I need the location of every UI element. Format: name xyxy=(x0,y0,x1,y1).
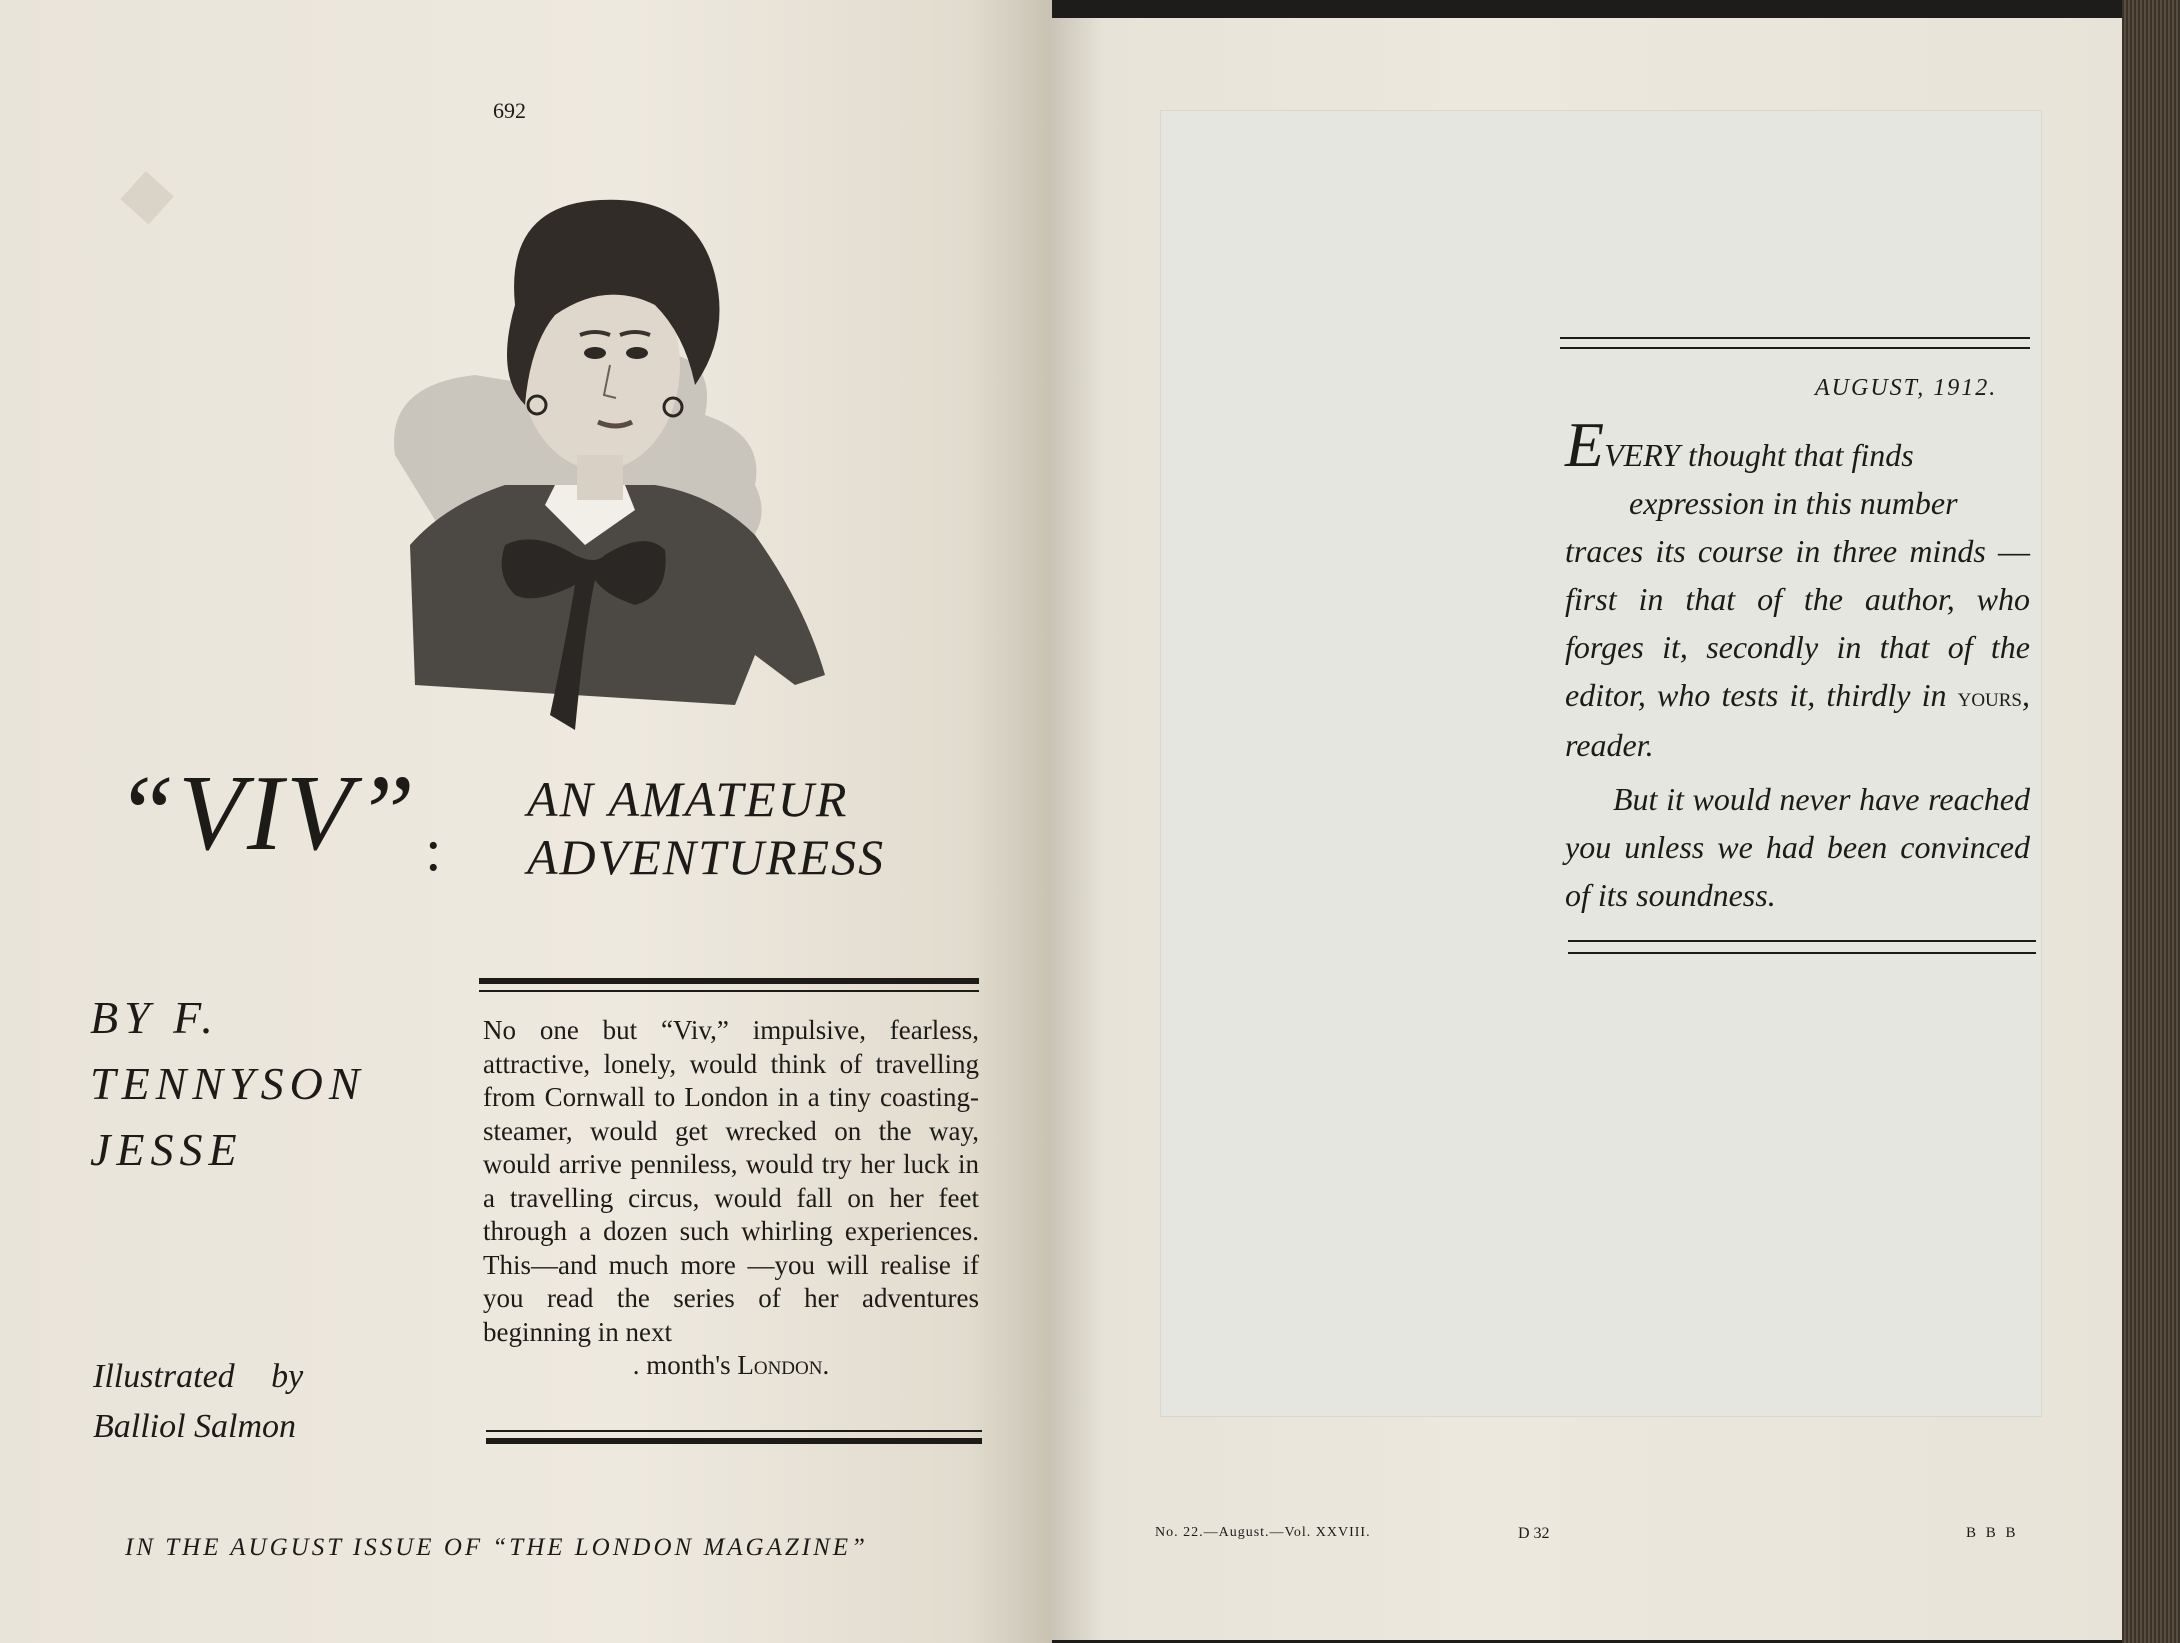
blurb-end-suffix: . xyxy=(822,1350,830,1380)
author-byline xyxy=(90,985,366,1183)
blurb-top-rule-thin xyxy=(479,990,979,992)
illustrator-line-2: Balliol Salmon xyxy=(93,1408,297,1445)
blurb-text: No one but “Viv,” impulsive, fearless, attractive, lonely, would think of travelling from Cornwall to London in a tiny coasting-steamer, would get wrecked on the way, would arrive penniless, would try her luck in a travelling circus, would fall on her feet through a dozen such whirling experiences. This—and much more —you will realise if you read the series of her adventures beginning in next xyxy=(483,1015,979,1347)
issue-footer: No. 22.—August.—Vol. XXVIII. xyxy=(1155,1525,1371,1540)
essay-bottom-rule-1 xyxy=(1568,940,2036,942)
blurb-closing-line xyxy=(483,1349,979,1383)
essay-second-line: expression in this number xyxy=(1629,485,1958,521)
essay-paragraph-2: But it would never have reached you unless we had been convinced of its soundness. xyxy=(1565,781,2030,913)
title-colon: : xyxy=(425,817,442,883)
printer-code: B B B xyxy=(1966,1525,2019,1541)
issue-date: AUGUST, 1912. xyxy=(1815,375,1998,401)
blurb-top-rule xyxy=(479,978,979,984)
drop-cap: E xyxy=(1565,409,1605,480)
essay-yours: yours xyxy=(1957,682,2022,712)
article-blurb xyxy=(483,1014,979,1383)
signature-mark: D 32 xyxy=(1518,1525,1550,1542)
blurb-end-text: month's xyxy=(646,1350,731,1380)
essay-reader: , reader. xyxy=(1565,677,2030,763)
essay-first-text: VERY thought that finds xyxy=(1604,437,1914,473)
essay-bottom-rule-2 xyxy=(1568,952,2036,954)
blurb-bottom-rule xyxy=(486,1438,982,1444)
author-line-3: JESSE xyxy=(90,1124,243,1175)
author-line-1: BY F. xyxy=(90,992,219,1043)
bleed-through-decoration: ◆ xyxy=(118,153,178,234)
essay-body-text: traces its course in three minds ––first in that of the author, who forges it, secondly in that of the editor, who tests it, thirdly in xyxy=(1565,533,2030,713)
left-page-footer: IN THE AUGUST ISSUE OF “THE LONDON MAGAZINE” xyxy=(125,1534,868,1561)
illustrator-line-1: Illustrated by xyxy=(93,1358,304,1395)
article-subtitle xyxy=(527,770,885,886)
essay-first-line xyxy=(1565,409,2030,480)
magazine-name: London xyxy=(737,1350,823,1380)
page-number: 692 xyxy=(493,98,526,123)
blurb-end-prefix: . xyxy=(632,1350,647,1380)
essay-top-rule-1 xyxy=(1560,337,2030,339)
book-fore-edge xyxy=(2122,0,2180,1643)
article-title: “VIV” xyxy=(115,754,419,873)
blurb-bottom-rule-thin xyxy=(486,1430,982,1432)
subtitle-line-2: ADVENTURESS xyxy=(527,829,886,885)
essay-top-rule-2 xyxy=(1560,347,2030,349)
subtitle-line-1: AN AMATEUR xyxy=(527,771,849,827)
portrait-illustration-icon xyxy=(355,185,825,735)
illustrator-credit xyxy=(93,1352,303,1452)
author-line-2: TENNYSON xyxy=(90,1058,366,1109)
editorial-essay xyxy=(1565,409,2030,919)
essay-body xyxy=(1565,527,2030,769)
